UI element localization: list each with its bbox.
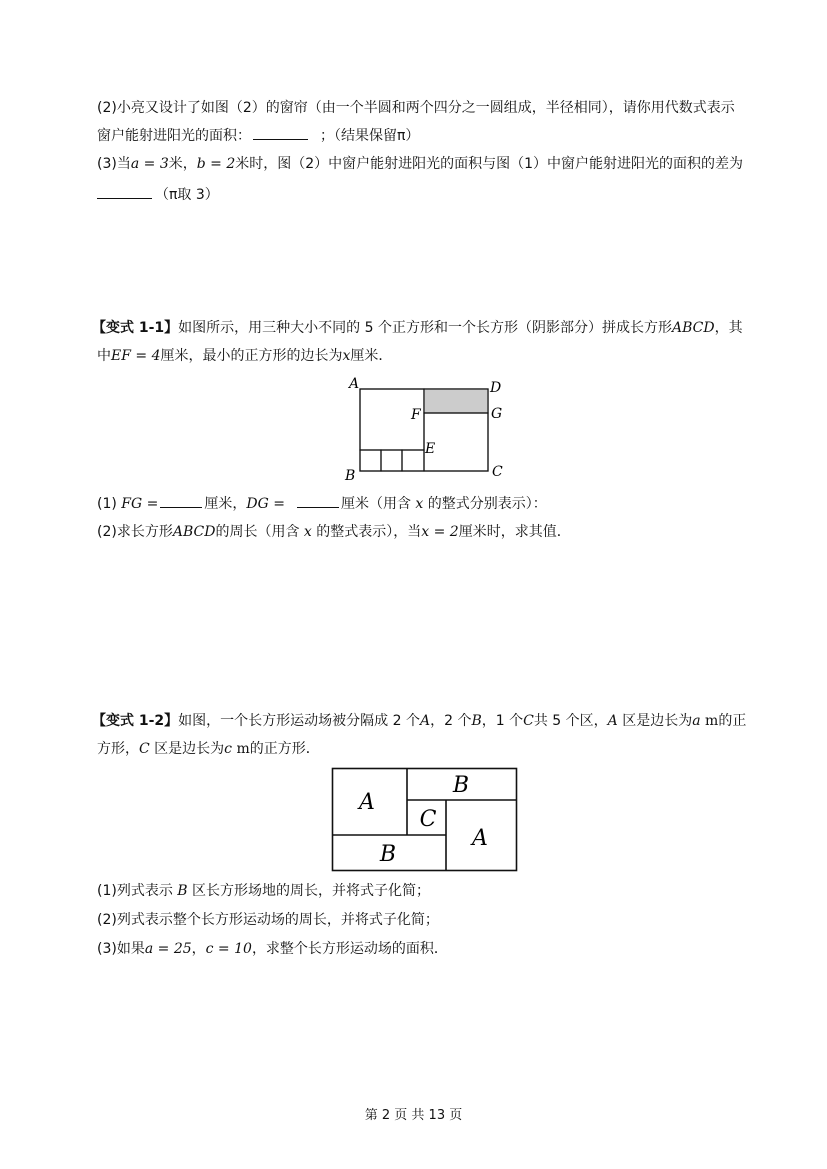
shaded-rectangle	[424, 389, 488, 413]
label-F: F	[411, 407, 421, 423]
label-G: G	[491, 406, 503, 422]
small-square-2	[381, 450, 402, 471]
q1-2-heading: 【变式 1-2】	[92, 713, 179, 729]
label-B: B	[345, 468, 356, 482]
label-A: A	[349, 376, 360, 392]
small-square-1	[360, 450, 381, 471]
page-footer: 第 2 页 共 13 页	[364, 1108, 463, 1123]
q-prev-part2-line1	[97, 98, 735, 118]
q1-1-line2: 中EF = 4厘米，最小的正方形的边长为x厘米．	[97, 348, 393, 364]
answer-blank	[253, 125, 308, 140]
q-prev-part3-line1: (3)当a = 3米，b = 2米时，图（2）中窗户能射进阳光的面积与图（1）中窗户能射进阳光的面积的差为	[97, 156, 744, 172]
answer-blank	[297, 493, 339, 508]
q1-2-sub3: (3)如果a = 25，c = 10，求整个长方形运动场的面积．	[97, 941, 448, 957]
q-prev-part2-line2: 窗户能射进阳光的面积： ；（结果保留π）	[97, 125, 419, 146]
q1-2-line2: 方形，C 区是边长为c m的正方形．	[97, 741, 320, 757]
q1-1-heading: 【变式 1-1】	[92, 320, 179, 336]
region-A2: A	[472, 826, 488, 851]
q1-1-sub2: (2)求长方形ABCD的周长（用含 x 的整式表示），当x = 2厘米时，求其值．	[97, 524, 571, 540]
small-square-3	[402, 450, 424, 471]
math-b-eq: b = 2	[196, 156, 236, 172]
region-B2: B	[379, 842, 397, 867]
region-C: C	[419, 807, 437, 832]
q1-1-line1: 【变式 1-1】如图所示，用三种大小不同的 5 个正方形和一个长方形（阴影部分）拼成长方形ABCD，其	[92, 320, 743, 336]
q1-2-sub1: (1)列式表示 B 区长方形场地的周长，并将式子化简；	[97, 883, 431, 899]
figure-abcd	[340, 372, 510, 482]
region-A1: A	[359, 790, 375, 815]
q1-2-sub2: (2)列式表示整个长方形运动场的周长，并将式子化简；	[97, 912, 439, 928]
label-D: D	[490, 380, 502, 396]
label-C: C	[492, 464, 503, 480]
answer-blank	[97, 184, 152, 199]
math-a-eq: a = 3	[130, 156, 169, 172]
answer-blank	[160, 493, 202, 508]
label-E: E	[425, 441, 436, 457]
q-prev-part2-text: (2)小亮又设计了如图（2）的窗帘（由一个半圆和两个四分之一圆组成，半径相同），请你用代数式表示	[97, 100, 735, 116]
region-B1: B	[452, 773, 470, 798]
q1-2-line1: 【变式 1-2】如图，一个长方形运动场被分隔成 2 个A，2 个B，1 个C共 5 个区，A 区是边长为a m的正	[92, 713, 747, 729]
q-prev-part3-line2: （π取 3）	[97, 184, 219, 205]
q1-1-sub1: (1) FG = 厘米，DG = 厘米（用含 x 的整式分别表示）：	[97, 493, 547, 514]
figure-sports-field	[331, 767, 519, 873]
